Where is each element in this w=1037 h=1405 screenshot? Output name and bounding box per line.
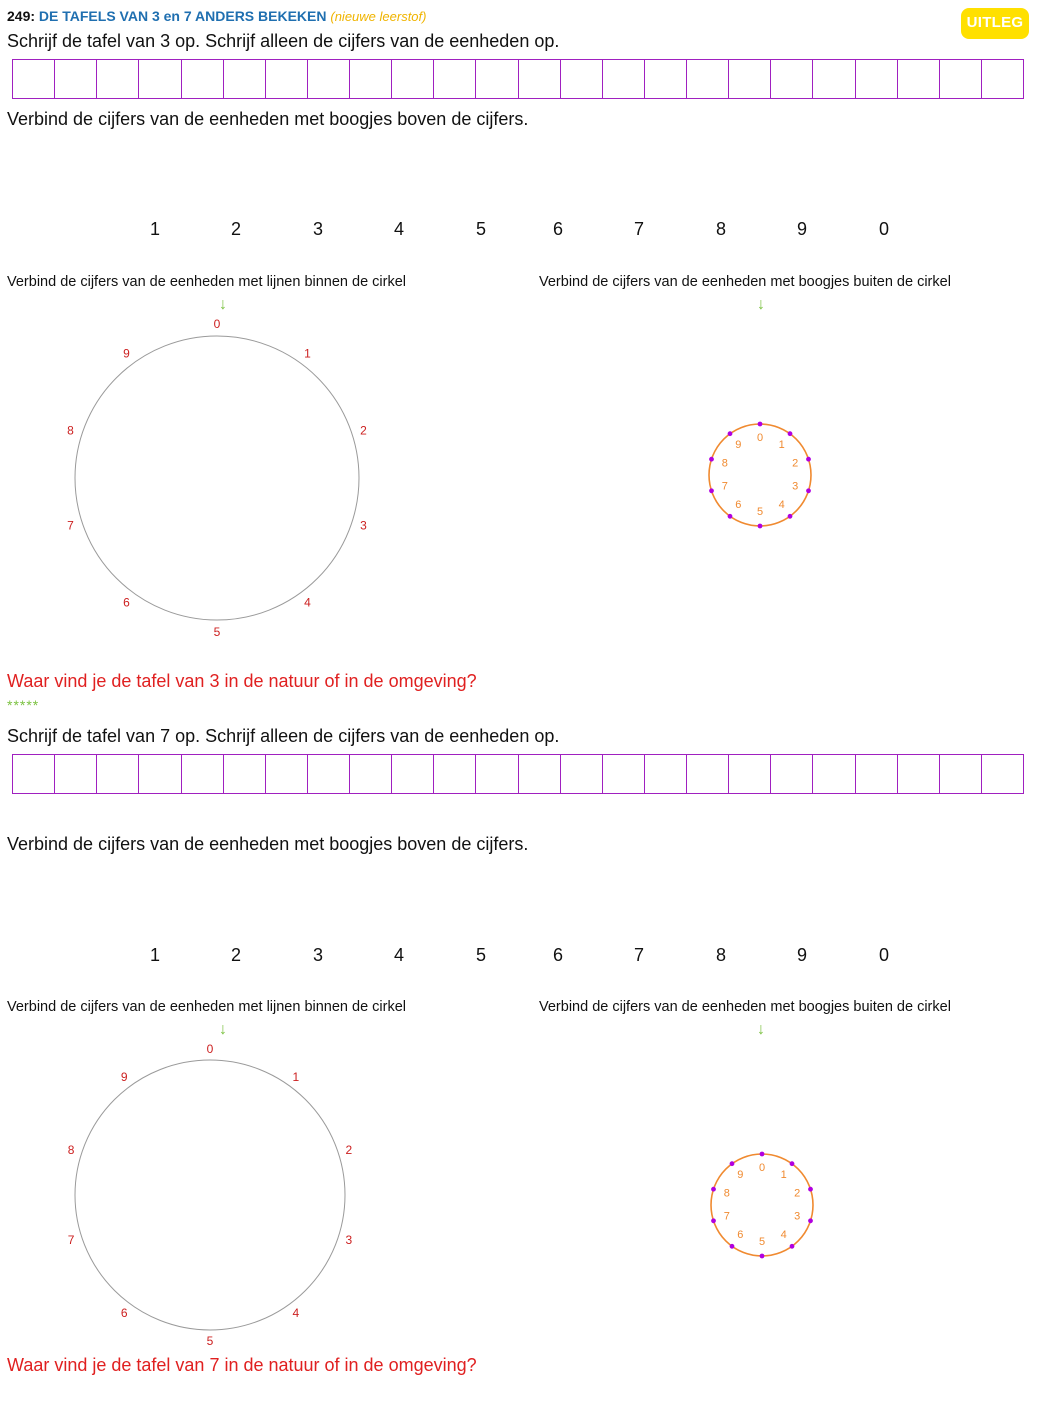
circle-point-2[interactable] xyxy=(806,457,811,462)
answer-box[interactable] xyxy=(771,755,813,793)
answer-box[interactable] xyxy=(940,755,982,793)
digit-1[interactable]: 1 xyxy=(149,219,160,239)
rating-stars: ***** xyxy=(7,697,40,713)
answer-box[interactable] xyxy=(898,60,940,98)
connect-above-instruction-7: Verbind de cijfers van de eenheden met boogjes boven de cijfers. xyxy=(7,834,529,854)
answer-box[interactable] xyxy=(266,60,308,98)
circle-label-9: 9 xyxy=(737,1169,744,1182)
digit-1[interactable]: 1 xyxy=(149,945,160,965)
circle-label-7: 7 xyxy=(67,518,74,533)
circle-point-1[interactable] xyxy=(790,1161,795,1166)
circle-label-9: 9 xyxy=(120,1069,128,1084)
digit-5[interactable]: 5 xyxy=(475,945,486,965)
number-circle xyxy=(75,336,359,620)
circle-label-9: 9 xyxy=(735,439,742,452)
question-table-3: Waar vind je de tafel van 3 in de natuur of in de omgeving? xyxy=(7,671,477,691)
write-table-7-instruction: Schrijf de tafel van 7 op. Schrijf alleen de cijfers van de eenheden op. xyxy=(7,726,560,746)
circle-point-0[interactable] xyxy=(760,1152,765,1157)
connect-above-instruction-3: Verbind de cijfers van de eenheden met boogjes boven de cijfers. xyxy=(7,109,529,129)
small-circle-3[interactable] xyxy=(700,415,825,535)
circle-label-6: 6 xyxy=(123,595,130,610)
circle-point-1[interactable] xyxy=(788,431,793,436)
answer-box[interactable] xyxy=(434,755,476,793)
circle-label-4: 4 xyxy=(292,1306,300,1321)
circle-label-5: 5 xyxy=(206,1334,214,1348)
circle-label-8: 8 xyxy=(721,457,728,470)
inside-circle-instruction-3: Verbind de cijfers van de eenheden met lijnen binnen de cirkel xyxy=(7,274,407,290)
arrow-down-icon: ↓ xyxy=(219,1021,227,1038)
circle-label-4: 4 xyxy=(304,595,311,610)
circle-point-4[interactable] xyxy=(790,1244,795,1249)
digit-9[interactable]: 9 xyxy=(796,945,807,965)
circle-point-6[interactable] xyxy=(728,514,733,519)
exercise-title: DE TAFELS VAN 3 en 7 ANDERS BEKEKEN xyxy=(38,8,327,24)
answer-box[interactable] xyxy=(182,60,224,98)
digit-2[interactable]: 2 xyxy=(230,945,241,965)
answer-box[interactable] xyxy=(729,60,771,98)
circle-label-0: 0 xyxy=(206,1042,214,1056)
digit-4[interactable]: 4 xyxy=(393,945,404,965)
answer-box[interactable] xyxy=(687,755,729,793)
uitleg-button[interactable]: UITLEG xyxy=(961,8,1029,39)
answer-box[interactable] xyxy=(139,755,181,793)
answer-box[interactable] xyxy=(476,60,518,98)
digit-3[interactable]: 3 xyxy=(312,219,323,239)
circle-label-5: 5 xyxy=(756,506,764,518)
digit-0[interactable]: 0 xyxy=(878,219,889,239)
page-title xyxy=(7,8,426,24)
circle-label-4: 4 xyxy=(780,1228,787,1241)
answer-box[interactable] xyxy=(561,755,603,793)
digit-4[interactable]: 4 xyxy=(393,219,404,239)
circle-point-2[interactable] xyxy=(808,1187,813,1192)
answer-box[interactable] xyxy=(982,60,1023,98)
digit-0[interactable]: 0 xyxy=(878,945,889,965)
circle-label-2: 2 xyxy=(794,1187,801,1200)
number-circle xyxy=(75,1060,345,1330)
circle-label-1: 1 xyxy=(292,1069,300,1084)
circle-point-0[interactable] xyxy=(758,422,763,427)
circle-label-0: 0 xyxy=(213,317,221,331)
answer-box[interactable] xyxy=(898,755,940,793)
circle-label-5: 5 xyxy=(213,625,221,639)
digit-3[interactable]: 3 xyxy=(312,945,323,965)
answer-box[interactable] xyxy=(519,755,561,793)
circle-point-5[interactable] xyxy=(760,1254,765,1259)
outside-circle-instruction-3: Verbind de cijfers van de eenheden met boogjes buiten de cirkel xyxy=(539,274,951,290)
exercise-note: (nieuwe leerstof) xyxy=(330,9,427,24)
circle-label-1: 1 xyxy=(780,1169,787,1182)
circle-label-8: 8 xyxy=(67,1142,75,1157)
large-circle-3[interactable] xyxy=(55,315,385,645)
answer-box[interactable] xyxy=(476,755,518,793)
circle-label-3: 3 xyxy=(345,1233,353,1248)
answer-box[interactable] xyxy=(350,60,392,98)
arrow-down-icon: ↓ xyxy=(757,1021,765,1038)
answer-box[interactable] xyxy=(434,60,476,98)
circle-label-3: 3 xyxy=(792,480,799,493)
answer-box[interactable] xyxy=(856,755,898,793)
digit-2[interactable]: 2 xyxy=(230,219,241,239)
digit-6[interactable]: 6 xyxy=(552,945,563,965)
answer-box[interactable] xyxy=(561,60,603,98)
circle-label-6: 6 xyxy=(737,1228,744,1241)
circle-label-8: 8 xyxy=(723,1187,730,1200)
answer-boxes-3 xyxy=(12,59,1024,99)
inside-circle-instruction-7: Verbind de cijfers van de eenheden met lijnen binnen de cirkel xyxy=(7,999,407,1015)
circle-point-8[interactable] xyxy=(711,1187,716,1192)
small-circle-7[interactable] xyxy=(702,1145,827,1265)
write-table-3-instruction: Schrijf de tafel van 3 op. Schrijf alleen de cijfers van de eenheden op. xyxy=(7,31,560,51)
circle-point-8[interactable] xyxy=(709,457,714,462)
answer-box[interactable] xyxy=(603,755,645,793)
digit-7[interactable]: 7 xyxy=(633,945,644,965)
answer-box[interactable] xyxy=(139,60,181,98)
circle-label-0: 0 xyxy=(756,432,764,444)
circle-label-3: 3 xyxy=(794,1210,801,1223)
circle-label-1: 1 xyxy=(304,346,311,361)
digit-6[interactable]: 6 xyxy=(552,219,563,239)
answer-box[interactable] xyxy=(856,60,898,98)
circle-label-9: 9 xyxy=(123,346,130,361)
circle-point-3[interactable] xyxy=(806,488,811,493)
circle-point-6[interactable] xyxy=(730,1244,735,1249)
question-table-7: Waar vind je de tafel van 7 in de natuur of in de omgeving? xyxy=(7,1355,477,1375)
digit-8[interactable]: 8 xyxy=(715,945,726,965)
answer-box[interactable] xyxy=(645,755,687,793)
digit-9[interactable]: 9 xyxy=(796,219,807,239)
circle-point-7[interactable] xyxy=(711,1218,716,1223)
answer-box[interactable] xyxy=(182,755,224,793)
answer-box[interactable] xyxy=(392,60,434,98)
answer-box[interactable] xyxy=(350,755,392,793)
digit-7[interactable]: 7 xyxy=(633,219,644,239)
circle-label-7: 7 xyxy=(723,1210,730,1223)
circle-label-6: 6 xyxy=(120,1306,128,1321)
answer-box[interactable] xyxy=(224,60,266,98)
circle-point-7[interactable] xyxy=(709,488,714,493)
circle-label-2: 2 xyxy=(792,457,799,470)
digit-8[interactable]: 8 xyxy=(715,219,726,239)
outside-circle-instruction-7: Verbind de cijfers van de eenheden met boogjes buiten de cirkel xyxy=(539,999,951,1015)
answer-box[interactable] xyxy=(55,60,97,98)
answer-box[interactable] xyxy=(55,755,97,793)
answer-box[interactable] xyxy=(13,60,55,98)
circle-label-3: 3 xyxy=(360,518,367,533)
answer-box[interactable] xyxy=(97,755,139,793)
circle-label-4: 4 xyxy=(778,498,785,511)
circle-label-5: 5 xyxy=(758,1236,766,1248)
answer-box[interactable] xyxy=(982,755,1023,793)
answer-box[interactable] xyxy=(308,755,350,793)
answer-box[interactable] xyxy=(308,60,350,98)
circle-label-8: 8 xyxy=(67,423,74,438)
answer-box[interactable] xyxy=(519,60,561,98)
answer-box[interactable] xyxy=(13,755,55,793)
answer-box[interactable] xyxy=(687,60,729,98)
circle-label-6: 6 xyxy=(735,498,742,511)
circle-label-1: 1 xyxy=(778,439,785,452)
answer-box[interactable] xyxy=(266,755,308,793)
answer-box[interactable] xyxy=(813,755,855,793)
circle-point-5[interactable] xyxy=(758,524,763,529)
circle-label-0: 0 xyxy=(758,1162,766,1174)
answer-box[interactable] xyxy=(771,60,813,98)
arrow-down-icon: ↓ xyxy=(219,296,227,313)
arrow-down-icon: ↓ xyxy=(757,296,765,313)
answer-box[interactable] xyxy=(729,755,771,793)
circle-label-7: 7 xyxy=(721,480,728,493)
answer-box[interactable] xyxy=(603,60,645,98)
circle-label-2: 2 xyxy=(360,423,367,438)
answer-box[interactable] xyxy=(940,60,982,98)
answer-box[interactable] xyxy=(97,60,139,98)
answer-box[interactable] xyxy=(813,60,855,98)
answer-boxes-7 xyxy=(12,754,1024,794)
circle-label-7: 7 xyxy=(67,1233,75,1248)
circle-label-2: 2 xyxy=(345,1142,353,1157)
circle-point-3[interactable] xyxy=(808,1218,813,1223)
large-circle-7[interactable] xyxy=(60,1040,365,1350)
answer-box[interactable] xyxy=(392,755,434,793)
answer-box[interactable] xyxy=(224,755,266,793)
circle-point-9[interactable] xyxy=(730,1161,735,1166)
digit-5[interactable]: 5 xyxy=(475,219,486,239)
circle-point-9[interactable] xyxy=(728,431,733,436)
circle-point-4[interactable] xyxy=(788,514,793,519)
exercise-number: 249: xyxy=(7,8,36,24)
answer-box[interactable] xyxy=(645,60,687,98)
